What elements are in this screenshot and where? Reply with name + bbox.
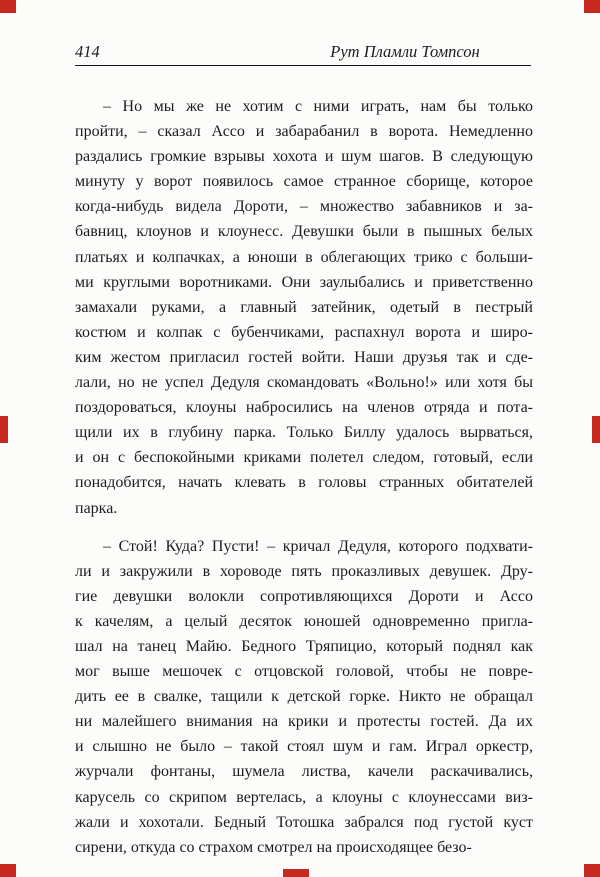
text-line: карусель со скрипом вертелась, а клоуны с клоунессами виз- (75, 788, 533, 806)
text-line: и слышно не было – такой стоял шум и гам. Играл оркестр, (75, 738, 533, 756)
text-line: поздороваться, клоуны набросились на членов отряда и пота- (75, 399, 533, 417)
text-line: замахали руками, а главный затейник, одетый в пестрый (75, 298, 533, 316)
text-line: бавниц, клоунов и клоунесс. Девушки были в пышных белых (75, 223, 533, 241)
text-line: ли и закружили в хороводе пять проказливых девушек. Дру- (75, 562, 533, 580)
text-line: раздались громкие взрывы хохота и шум шагов. В следующую (75, 148, 533, 166)
text-line: парка. (75, 499, 118, 517)
paragraph (75, 534, 533, 860)
text-line: гие девушки волокли сопротивляющихся Дороти и Ассо (75, 587, 533, 605)
text-line: – Но мы же не хотим с ними играть, нам бы только (103, 98, 533, 115)
text-line: дить ее в свалке, тащили к детской горке. Никто не обращал (75, 688, 533, 706)
page-header (75, 42, 531, 64)
text-line: когда-нибудь видела Дороти, – множество забавников и за- (75, 198, 533, 216)
text-line: ким жестом пригласил гостей войти. Наши друзья так и сде- (75, 348, 533, 366)
text-line: жали и хохотали. Бедный Тотошка забрался под густой куст (75, 813, 533, 831)
text-line: – Стой! Куда? Пусти! – кричал Дедуля, которого подхвати- (103, 537, 533, 555)
text-line: ми круглыми воротниками. Они заулыбались и приветственно (75, 273, 533, 291)
header-rule (75, 65, 531, 66)
text-line: щили их в глубину парка. Только Биллу удалось вырваться, (75, 424, 533, 442)
text-line: минуту у ворот появилось самое странное сборище, которое (75, 173, 533, 191)
text-line: журчали фонтаны, шумела листва, качели раскачивались, (75, 763, 533, 781)
text-line: понадобится, начать клевать в головы странных обитателей (75, 474, 533, 492)
red-edge-mark-top-right (584, 0, 600, 13)
page-number: 414 (75, 42, 100, 61)
running-title: Рут Пламли Томпсон (330, 42, 480, 61)
red-edge-mark-bottom-right (584, 864, 600, 877)
text-line: пройти, – сказал Ассо и забарабанил в ворота. Немедленно (75, 123, 533, 141)
text-line: платьях и колпачках, а юноши в облегающих трико с больши- (75, 248, 533, 266)
red-edge-mark-top-left (0, 0, 16, 13)
red-edge-mark-left-middle (0, 416, 8, 443)
text-line: шал на танец Майю. Бедного Тряпицио, который поднял как (75, 637, 533, 655)
text-line: лали, но не успел Дедуля скомандовать «Вольно!» или хотя бы (75, 374, 533, 392)
text-line: сирени, откуда со страхом смотрел на происходящее безо- (75, 838, 472, 856)
red-edge-mark-right-middle (592, 416, 600, 443)
text-line: мог выше мешочек с отцовской головой, чтобы не повре- (75, 663, 533, 681)
red-edge-mark-bottom-left (0, 864, 16, 877)
text-line: и он с беспокойными криками полетел следом, готовый, если (75, 449, 533, 467)
text-line: ни малейшего внимания на крики и протесты гостей. Да их (75, 713, 533, 731)
text-line: костюм и колпак с бубенчиками, распахнул ворота и широ- (75, 323, 533, 341)
paragraph (75, 94, 533, 521)
text-line: к качелям, а целый десяток юношей одновременно пригла- (75, 612, 533, 630)
page-text (75, 94, 533, 873)
